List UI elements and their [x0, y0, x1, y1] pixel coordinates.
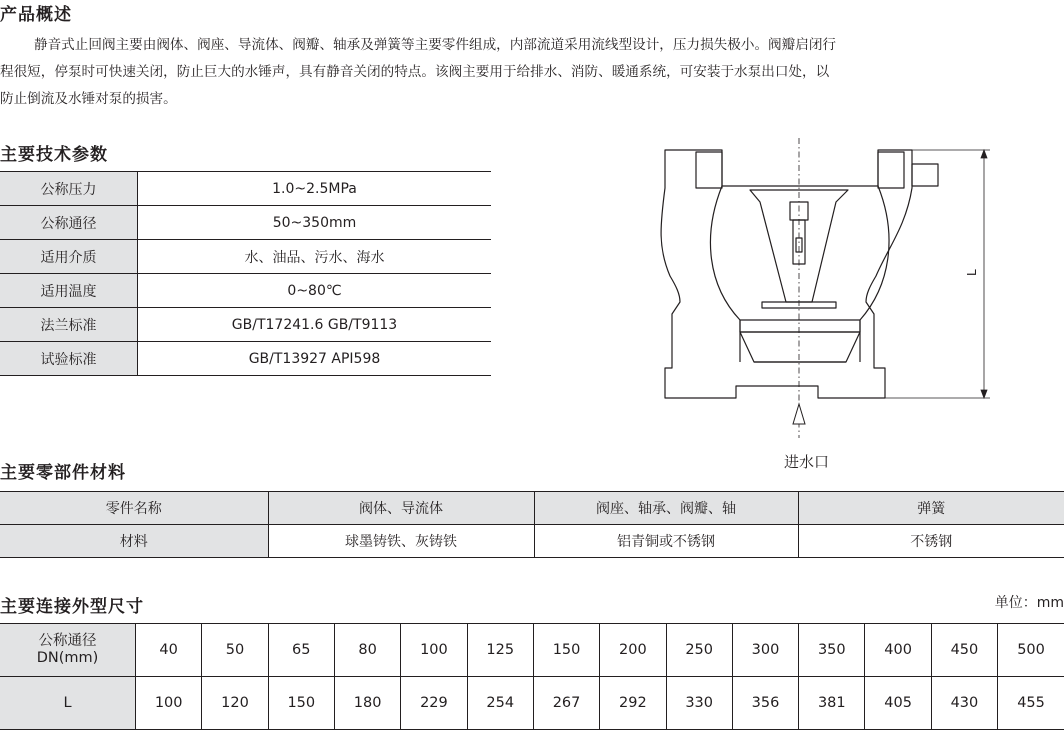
- spec-key: 法兰标准: [0, 308, 138, 342]
- dn-cell: 500: [998, 624, 1064, 677]
- dn-cell: 125: [467, 624, 533, 677]
- l-cell: 100: [136, 677, 202, 730]
- overview-line: 程很短，停泵时可快速关闭，防止巨大的水锤声，具有静音关闭的特点。该阀主要用于给排水、消防、暖通系统，可安装于水泵出口处，以: [0, 64, 830, 80]
- l-header: L: [0, 677, 136, 730]
- table-row: [0, 240, 491, 274]
- valve-disc: [740, 302, 860, 332]
- spec-key: 公称压力: [0, 172, 138, 206]
- l-cell: 254: [467, 677, 533, 730]
- dn-header-line: 公称通径: [38, 633, 97, 649]
- l-cell: 120: [202, 677, 268, 730]
- valve-seat: [740, 332, 860, 362]
- materials-title: 主要零部件材料: [0, 463, 126, 483]
- dimensions-title: 主要连接外型尺寸: [0, 597, 144, 617]
- l-cell: 267: [533, 677, 599, 730]
- overview-paragraph: [0, 32, 1064, 113]
- table-row: [0, 492, 1064, 525]
- l-cell: 229: [401, 677, 467, 730]
- spec-value: 1.0~2.5MPa: [138, 172, 492, 206]
- l-cell: 150: [268, 677, 334, 730]
- dn-cell: 200: [600, 624, 666, 677]
- dn-cell: 80: [334, 624, 400, 677]
- valve-inner-wall: [710, 186, 889, 362]
- materials-table: [0, 491, 1064, 558]
- materials-cell: 不锈钢: [798, 525, 1064, 558]
- dn-cell: 300: [732, 624, 798, 677]
- table-row: [0, 206, 491, 240]
- top-flange-lug: [912, 164, 938, 186]
- l-cell: 356: [732, 677, 798, 730]
- dn-header: [0, 624, 136, 677]
- table-row: [0, 342, 491, 376]
- table-row: [0, 172, 491, 206]
- spec-value: 50~350mm: [138, 206, 492, 240]
- dn-cell: 400: [865, 624, 931, 677]
- table-row: [0, 677, 1064, 730]
- spec-value: 0~80℃: [138, 274, 492, 308]
- l-cell: 430: [931, 677, 997, 730]
- table-row: [0, 624, 1064, 677]
- table-row: [0, 308, 491, 342]
- spec-key: 试验标准: [0, 342, 138, 376]
- overview-title: 产品概述: [0, 5, 72, 25]
- table-row: [0, 274, 491, 308]
- unit-label: 单位：mm: [994, 595, 1064, 611]
- l-cell: 180: [334, 677, 400, 730]
- dimension-label: L: [965, 269, 979, 276]
- materials-cell: 铝青铜或不锈钢: [534, 525, 798, 558]
- valve-body-outline: [661, 150, 912, 398]
- table-row: [0, 525, 1064, 558]
- dn-cell: 100: [401, 624, 467, 677]
- dn-cell: 50: [202, 624, 268, 677]
- materials-header-cell: 阀体、导流体: [268, 492, 534, 525]
- l-cell: 455: [998, 677, 1064, 730]
- specs-title: 主要技术参数: [0, 145, 108, 165]
- spec-key: 适用温度: [0, 274, 138, 308]
- l-cell: 381: [799, 677, 865, 730]
- overview-line: 防止倒流及水锤对泵的损害。: [0, 91, 177, 107]
- l-cell: 330: [666, 677, 732, 730]
- spec-value: 水、油品、污水、海水: [138, 240, 492, 274]
- materials-cell: 球墨铸铁、灰铸铁: [268, 525, 534, 558]
- dn-cell: 65: [268, 624, 334, 677]
- overview-line: 静音式止回阀主要由阀体、阀座、导流体、阀瓣、轴承及弹簧等主要零件组成，内部流道采用流线型设计，压力损失极小。阀瓣启闭行: [34, 37, 837, 53]
- l-cell: 292: [600, 677, 666, 730]
- dn-cell: 450: [931, 624, 997, 677]
- dn-cell: 150: [533, 624, 599, 677]
- dn-cell: 40: [136, 624, 202, 677]
- inlet-label: 进水口: [784, 453, 830, 471]
- materials-cell: 材料: [0, 525, 268, 558]
- valve-drawing: [650, 136, 995, 446]
- specs-table: [0, 171, 491, 376]
- spec-key: 适用介质: [0, 240, 138, 274]
- l-cell: 405: [865, 677, 931, 730]
- materials-header-cell: 阀座、轴承、阀瓣、轴: [534, 492, 798, 525]
- inlet-arrow-icon: [793, 404, 805, 424]
- dn-cell: 350: [799, 624, 865, 677]
- spec-value: GB/T17241.6 GB/T9113: [138, 308, 492, 342]
- top-flange-left: [696, 152, 722, 188]
- materials-header-cell: 弹簧: [798, 492, 1064, 525]
- dn-cell: 250: [666, 624, 732, 677]
- dimensions-table: [0, 623, 1064, 730]
- top-flange-right: [878, 152, 904, 188]
- materials-header-cell: 零件名称: [0, 492, 268, 525]
- dn-header-line: DN(mm): [36, 650, 99, 666]
- spec-value: GB/T13927 API598: [248, 350, 381, 367]
- spec-key: 公称通径: [0, 206, 138, 240]
